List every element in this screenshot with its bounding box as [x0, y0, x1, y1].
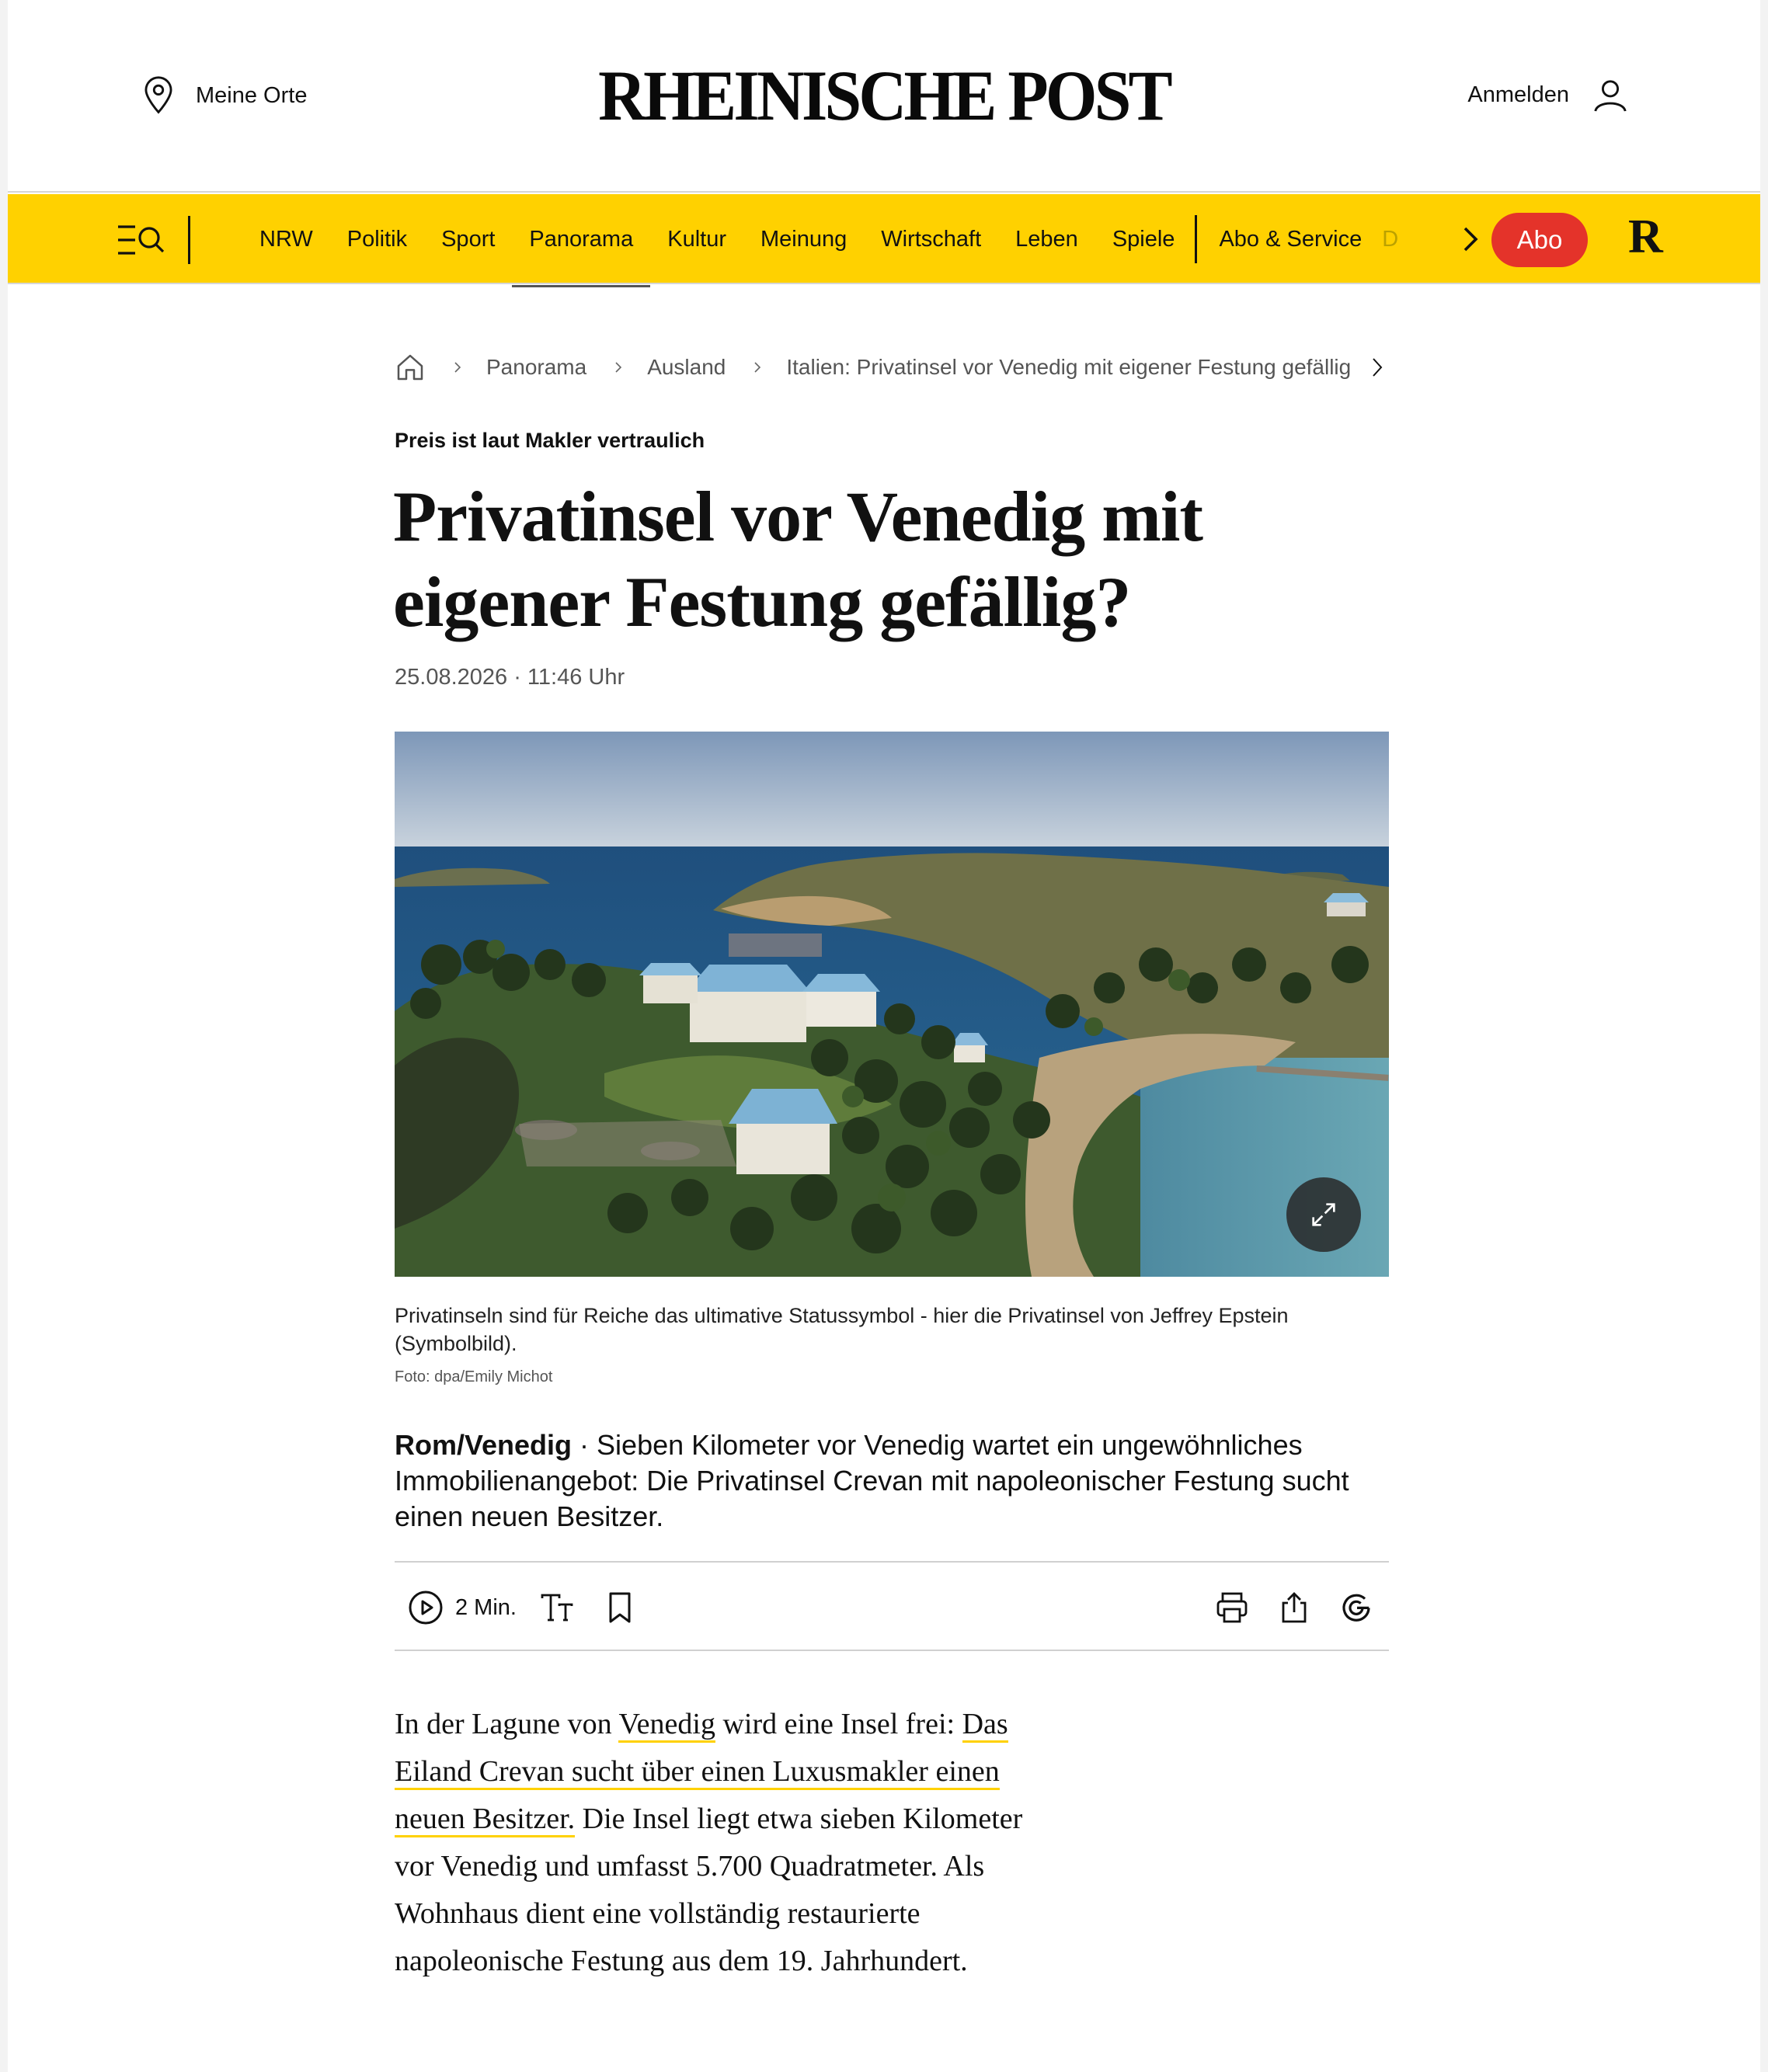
- breadcrumb-ausland[interactable]: Ausland: [647, 355, 726, 379]
- island-aerial-photo: [395, 732, 1389, 1277]
- login-label: Anmelden: [1467, 82, 1569, 107]
- nav-item-leben[interactable]: Leben: [1015, 227, 1078, 252]
- nav-divider: [188, 216, 190, 264]
- expand-icon: [1308, 1199, 1339, 1230]
- chevron-right-icon: [750, 356, 766, 379]
- audio-duration: 2 Min.: [455, 1594, 517, 1620]
- nav-item-abo-service[interactable]: Abo & Service: [1219, 227, 1363, 252]
- link-venedig[interactable]: Venedig: [618, 1708, 715, 1743]
- image-caption: Privatinseln sind für Reiche das ultimative Statussymbol - hier die Privatinsel von Jeffrey Epstein (Symbolbild).: [395, 1304, 1289, 1355]
- expand-image-button[interactable]: [1286, 1177, 1361, 1252]
- chevron-right-icon: [451, 356, 466, 379]
- play-icon: [407, 1589, 444, 1626]
- image-credit: Foto: dpa/Emily Michot: [395, 1368, 553, 1385]
- chevron-right-icon: [611, 356, 627, 379]
- home-icon[interactable]: [395, 352, 426, 383]
- print-button[interactable]: [1213, 1587, 1251, 1628]
- link-crevan-article[interactable]: Das Eiland Crevan sucht über einen Luxusmakler einen neuen Besitzer.: [395, 1708, 1008, 1837]
- site-logo[interactable]: RHEINISCHE POST: [598, 56, 1170, 135]
- article-headline: Privatinsel vor Venedig mit eigener Festung gefällig?: [393, 477, 1203, 641]
- nav-item-sport[interactable]: Sport: [441, 227, 496, 252]
- bookmark-button[interactable]: [601, 1587, 639, 1628]
- my-places-label: Meine Orte: [196, 82, 308, 108]
- abo-button[interactable]: Abo: [1491, 213, 1588, 267]
- bookmark-icon: [601, 1589, 639, 1626]
- body-text-segment: In der Lagune von: [395, 1708, 619, 1740]
- body-text-segment: Die Insel liegt etwa sieben Kilometer vor Venedig und umfasst 5.700 Quadratmeter. Als Wohnhaus dient eine vollständig restaurierte napoleonische Festung aus dem 19. Jahrhundert.: [395, 1803, 1023, 1977]
- nav-item-panorama[interactable]: Panorama: [512, 194, 650, 284]
- share-icon: [1276, 1589, 1313, 1626]
- brand-mark-icon[interactable]: R: [1628, 210, 1663, 263]
- article-lead: [395, 1427, 1397, 1535]
- font-size-button[interactable]: [539, 1587, 576, 1628]
- text-size-icon: [539, 1589, 576, 1626]
- article-date: 25.08.2026 · 11:46 Uhr: [395, 665, 625, 690]
- breadcrumb: [395, 348, 1397, 387]
- breadcrumb-current: Italien: Privatinsel vor Venedig mit eigener Festung gefällig: [786, 355, 1352, 379]
- body-text-segment: wird eine Insel frei:: [715, 1708, 962, 1740]
- chevron-right-icon[interactable]: [1369, 354, 1386, 381]
- user-icon: [1592, 76, 1628, 113]
- audio-play-button[interactable]: [407, 1587, 517, 1628]
- share-button[interactable]: [1276, 1587, 1313, 1628]
- article-body-paragraph: [395, 1701, 1063, 1985]
- nav-item-nrw[interactable]: NRW: [259, 227, 313, 252]
- nav-item-wirtschaft[interactable]: Wirtschaft: [881, 227, 982, 252]
- nav-item-spiele[interactable]: Spiele: [1112, 227, 1175, 252]
- nav-item-meinung[interactable]: Meinung: [760, 227, 847, 252]
- print-icon: [1213, 1589, 1251, 1626]
- lead-location: Rom/Venedig: [395, 1429, 573, 1461]
- main-navigation: [8, 194, 1760, 284]
- google-icon: [1338, 1589, 1375, 1626]
- article-image[interactable]: [395, 732, 1389, 1277]
- nav-item-truncated[interactable]: D: [1382, 227, 1399, 252]
- breadcrumb-panorama[interactable]: Panorama: [486, 355, 587, 379]
- article-kicker: Preis ist laut Makler vertraulich: [395, 429, 705, 452]
- chevron-right-icon[interactable]: [1454, 222, 1485, 256]
- nav-item-kultur[interactable]: Kultur: [667, 227, 726, 252]
- site-header: [8, 0, 1760, 193]
- nav-item-politik[interactable]: Politik: [346, 227, 408, 252]
- nav-divider: [1195, 215, 1197, 263]
- login-button[interactable]: [1467, 76, 1628, 113]
- google-button[interactable]: [1338, 1587, 1375, 1628]
- menu-search-icon[interactable]: [117, 224, 166, 256]
- nav-items: [242, 194, 1401, 284]
- lead-text: · Sieben Kilometer vor Venedig wartet ein ungewöhnliches Immobilienangebot: Die Privatinsel Crevan mit napoleonischer Festung sucht einen neuen Besitzer.: [395, 1429, 1349, 1532]
- page: [8, 0, 1760, 2072]
- article-toolbar: [395, 1561, 1389, 1651]
